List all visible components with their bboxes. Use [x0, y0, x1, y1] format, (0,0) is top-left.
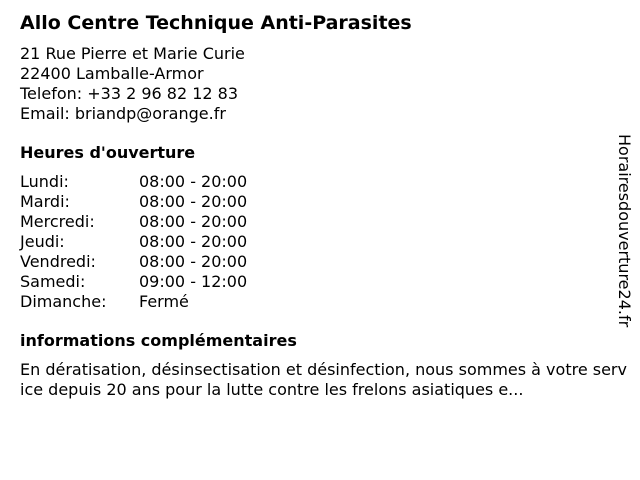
time-value: 08:00 - 20:00: [139, 232, 248, 251]
day-label: Vendredi:: [20, 252, 96, 271]
time-value: 08:00 - 20:00: [139, 172, 248, 191]
additional-info-text: En dératisation, désinsectisation et désinfection, nous sommes à votre service depuis 20 ans pour la lutte contre les frelons asiatiques e...: [20, 360, 627, 399]
business-name: Allo Centre Technique Anti-Parasites: [20, 12, 412, 34]
address-block: [20, 44, 610, 124]
email-address: Email: briandp@orange.fr: [20, 104, 226, 123]
opening-hours-table: [20, 172, 610, 312]
address-city: 22400 Lamballe-Armor: [20, 64, 204, 83]
hours-row-saturday: [20, 272, 610, 292]
phone-number: Telefon: +33 2 96 82 12 83: [20, 84, 239, 103]
hours-row-wednesday: [20, 212, 610, 232]
site-watermark: Horairesdouverture24.fr: [615, 134, 634, 328]
time-value: 08:00 - 20:00: [139, 192, 248, 211]
additional-info-heading: informations complémentaires: [20, 331, 297, 350]
opening-hours-heading: Heures d'ouverture: [20, 143, 196, 162]
day-label: Mardi:: [20, 192, 70, 211]
day-label: Samedi:: [20, 272, 86, 291]
day-label: Lundi:: [20, 172, 69, 191]
time-value: 08:00 - 20:00: [139, 252, 248, 271]
address-street: 21 Rue Pierre et Marie Curie: [20, 44, 245, 63]
hours-row-friday: [20, 252, 610, 272]
time-value: Fermé: [139, 292, 189, 311]
hours-row-thursday: [20, 232, 610, 252]
time-value: 09:00 - 12:00: [139, 272, 248, 291]
day-label: Mercredi:: [20, 212, 95, 231]
day-label: Dimanche:: [20, 292, 107, 311]
time-value: 08:00 - 20:00: [139, 212, 248, 231]
hours-row-tuesday: [20, 192, 610, 212]
hours-row-monday: [20, 172, 610, 192]
hours-row-sunday: [20, 292, 610, 312]
day-label: Jeudi:: [20, 232, 65, 251]
